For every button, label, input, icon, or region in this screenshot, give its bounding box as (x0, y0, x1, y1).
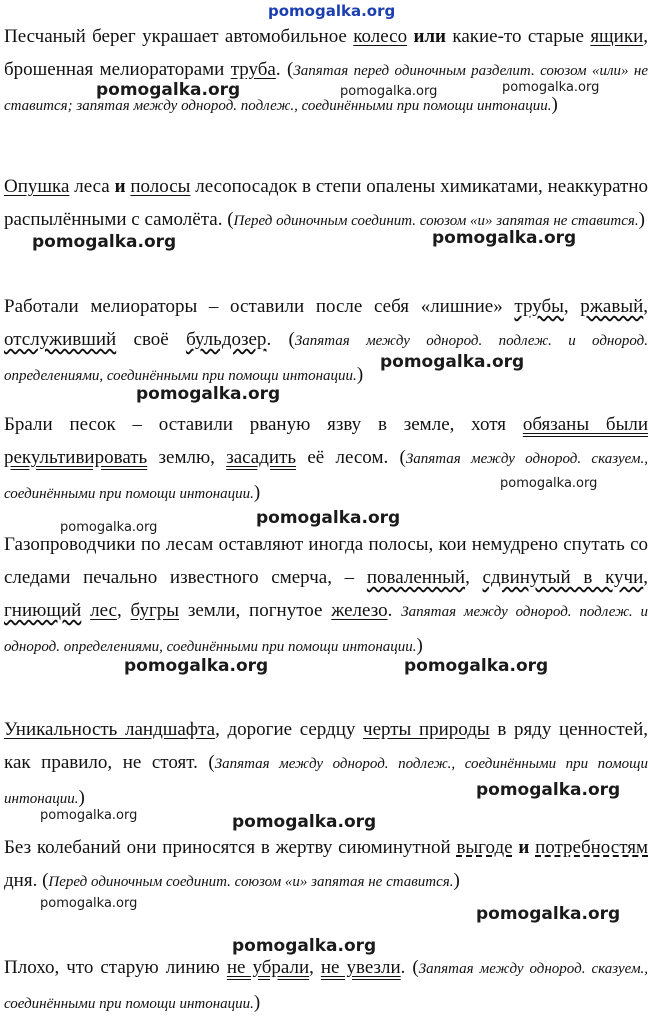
attribute-underline: трубы (514, 296, 564, 317)
watermark: pomogalka.org (32, 232, 177, 252)
paragraph-7 (4, 831, 648, 899)
attribute-underline: ржавый (580, 296, 644, 317)
conjunction: или (413, 26, 447, 47)
text-run: землю, (147, 447, 227, 468)
paragraph-5 (4, 528, 648, 664)
explanation-note: Запятая между однород. подлеж. и однород. определениями, соединёнными при помощи интонации. (4, 333, 648, 384)
subject-underline: Опушка (4, 176, 70, 197)
predicate-underline: засадить (226, 447, 297, 468)
predicate-underline: обязаны были рекультивировать (4, 414, 648, 468)
text-run: земли, погнутое (179, 600, 332, 621)
subject-underline: бугры (130, 600, 180, 621)
watermark: pomogalka.org (268, 2, 396, 20)
text-run: своё (116, 329, 187, 350)
text-run: , (116, 600, 131, 621)
attribute-underline: сдвинутый в кучи (482, 567, 644, 588)
attribute-underline: отслуживший (4, 329, 117, 350)
text-run: ) (551, 94, 558, 115)
paragraph-6 (4, 713, 648, 816)
text-run: лесопосадок в степи опалены химикатами, неаккуратно распылёнными с самолёта. ( (4, 176, 648, 230)
text-run: ) (453, 870, 460, 891)
watermark: pomogalka.org (404, 656, 549, 676)
watermark: pomogalka.org (476, 780, 621, 800)
subject-underline: железо (331, 600, 388, 621)
explanation-note: Запятая между однород. подлеж. и однород. определениями, соединёнными при помощи интонации. (4, 604, 648, 655)
subject-underline: ящики (590, 26, 644, 47)
text-run: ) (356, 364, 364, 385)
text-run: . ( (400, 957, 419, 978)
watermark: pomogalka.org (502, 80, 600, 95)
watermark: pomogalka.org (476, 904, 621, 924)
explanation-note: Запятая между однород. подлеж., соединёнными при помощи интонации. (4, 756, 648, 807)
watermark: pomogalka.org (380, 352, 525, 372)
object-underline: потребностям (535, 837, 648, 858)
subject-underline: труба (230, 59, 276, 80)
subject-underline: Уникальность ландшафта (4, 719, 216, 740)
watermark: pomogalka.org (432, 228, 577, 248)
watermark: pomogalka.org (232, 812, 377, 832)
text-run: . ( (266, 329, 295, 350)
object-underline: выгоде (456, 837, 513, 858)
predicate-underline: не увезли (320, 957, 401, 978)
watermark: pomogalka.org (256, 508, 401, 528)
text-run: ) (638, 209, 645, 230)
explanation-note: Запятая между однород. сказуем., соединёнными при помощи интонации. (4, 451, 648, 502)
text-run: , (563, 296, 581, 317)
subject-underline: полосы (130, 176, 191, 197)
text-run: Брали песок – оставили рваную язву в земле, хотя (4, 414, 523, 435)
explanation-note: Запятая перед одиночным разделит. союзом «или» не ставится; запятая между однород. подлеж., соединёнными при помощи интонации. (4, 63, 648, 114)
text-run: Плохо, что старую линию (4, 957, 227, 978)
text-run: её лесом. ( (296, 447, 406, 468)
paragraph-4 (4, 408, 648, 511)
text-run: какие-то старые (446, 26, 591, 47)
paragraph-1 (4, 20, 648, 123)
text-run: дня. ( (4, 870, 49, 891)
text-run: ) (253, 482, 261, 503)
text-run: . ( (275, 59, 294, 80)
watermark: pomogalka.org (232, 936, 377, 956)
text-run: ) (78, 787, 85, 808)
text-run: ) (416, 635, 423, 656)
watermark: pomogalka.org (60, 520, 158, 535)
text-run: , (643, 296, 648, 317)
text-run: Песчаный берег украшает автомобильное (4, 26, 354, 47)
conjunction: и (114, 176, 126, 197)
watermark: pomogalka.org (500, 476, 598, 491)
paragraph-3 (4, 290, 648, 393)
watermark: pomogalka.org (124, 656, 269, 676)
text-run: Без колебаний они приносятся в жертву сиюминутной (4, 837, 457, 858)
explanation-note: Перед одиночным соединит. союзом «и» запятая не ставится. (48, 874, 454, 890)
text-run: . (387, 600, 402, 621)
text-run: , брошенная мелиораторами (4, 26, 648, 80)
attribute-underline: бульдозер (186, 329, 267, 350)
explanation-note: Запятая между однород. сказуем., соединёнными при помощи интонации. (4, 961, 648, 1012)
paragraph-8 (4, 951, 648, 1021)
text-run (81, 600, 90, 621)
subject-underline: лес (90, 600, 117, 621)
text-run: , (309, 957, 321, 978)
text-run: , (643, 567, 648, 588)
watermark: pomogalka.org (40, 808, 138, 823)
text-run: , дорогие сердцу (215, 719, 364, 740)
attribute-underline: поваленный (366, 567, 466, 588)
text-run: Газопроводчики по лесам оставляют иногда полосы, кои немудрено спутать со следами печально известного смерча, – (4, 534, 648, 588)
watermark: pomogalka.org (136, 384, 281, 404)
subject-underline: колесо (353, 26, 408, 47)
conjunction: и (518, 837, 530, 858)
watermark: pomogalka.org (340, 84, 438, 99)
text-run: леса (69, 176, 115, 197)
text-run: в ряду ценностей, как правило, не стоят. ( (4, 719, 648, 773)
text-run: Работали мелиораторы – оставили после себя «лишние» (4, 296, 515, 317)
watermark: pomogalka.org (40, 896, 138, 911)
text-run: ) (253, 992, 261, 1013)
text-run: , (465, 567, 483, 588)
predicate-underline: не убрали (226, 957, 310, 978)
watermark: pomogalka.org (96, 80, 241, 100)
explanation-note: Перед одиночным соединит. союзом «и» запятая не ставится. (233, 213, 639, 229)
attribute-underline: гниющий (4, 600, 82, 621)
subject-underline: черты природы (363, 719, 490, 740)
